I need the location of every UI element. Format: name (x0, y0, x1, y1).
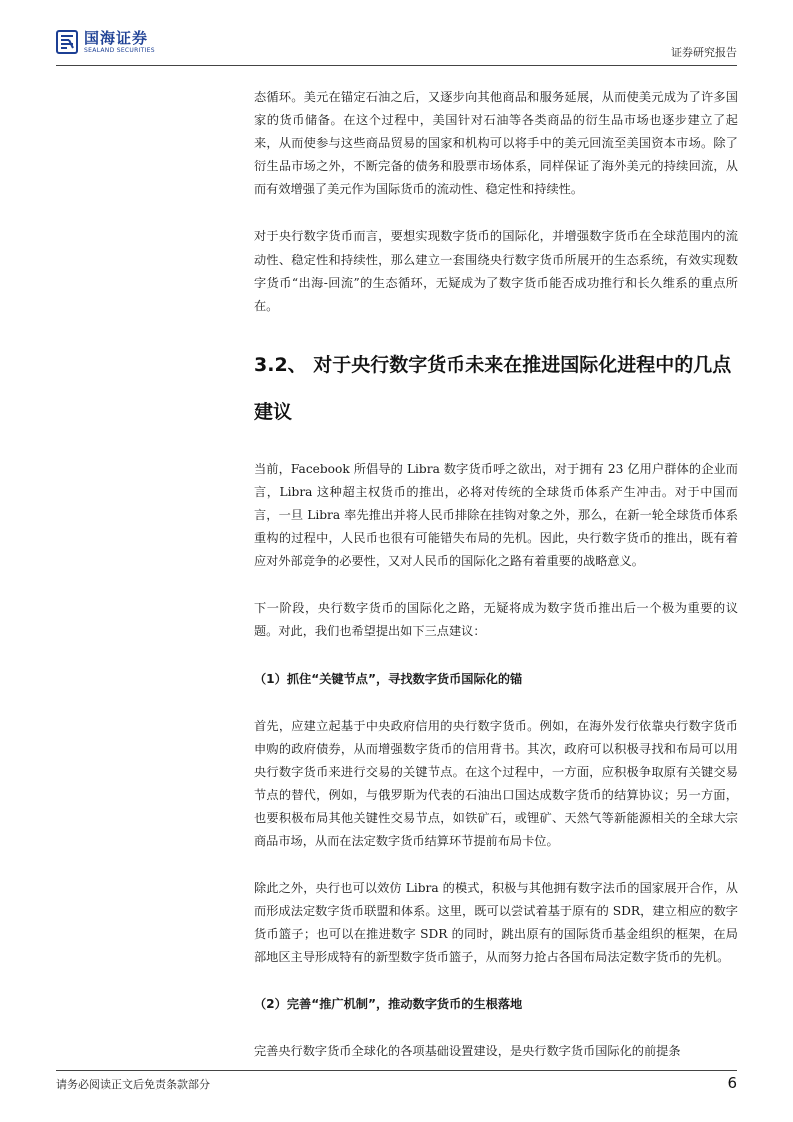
paragraph: 完善央行数字货币全球化的各项基础设置建设，是央行数字货币国际化的前提条 (254, 1044, 681, 1059)
paragraph: 态循环。美元在锚定石油之后，又逐步向其他商品和服务延展，从而使美元成为了许多国家的货币储备。在这个过程中，美国针对石油等各类商品的衍生品市场也逐步建立了起来，从而使参与这些商品贸易的国家和机构可以将手中的美元回流至美国资本市场。除了衍生品市场之外，不断完备的债务和股票市场体系，同样保证了海外美元的持续回流，从而有效增强了美元作为国际货币的流动性、稳定性和持续性。 (254, 90, 738, 197)
paragraph: 对于央行数字货币而言，要想实现数字货币的国际化，并增强数字货币在全球范围内的流动性、稳定性和持续性，那么建立一套围绕央行数字货币所展开的生态系统，有效实现数字货币“出海-回流”的生态循环，无疑成为了数字货币能否成功推行和长久维系的重点所在。 (254, 229, 738, 313)
disclaimer-note: 请务必阅读正文后免责条款部分 (56, 1078, 210, 1091)
paragraph: 下一阶段，央行数字货币的国际化之路，无疑将成为数字货币推出后一个极为重要的议题。对此，我们也希望提出如下三点建议： (254, 601, 738, 639)
company-logo (56, 30, 155, 54)
paragraph: 首先，应建立起基于中央政府信用的央行数字货币。例如，在海外发行依靠央行数字货币申购的政府债券，从而增强数字货币的信用背书。其次，政府可以积极寻找和布局可以用央行数字货币来进行交易的关键节点。在这个过程中，一方面，应积极争取原有关键交易节点的替代，例如，与俄罗斯为代表的石油出口国达成数字货币的结算协议；另一方面，也要积极布局其他关键性交易节点，如铁矿石，或锂矿、天然气等新能源相关的全球大宗商品市场，从而在法定数字货币结算环节提前布局卡位。 (254, 718, 738, 848)
paragraph: 当前，Facebook 所倡导的 Libra 数字货币呼之欲出，对于拥有 23 亿用户群体的企业而言，Libra 这种超主权货币的推出，必将对传统的全球货币体系产生冲击。对于中国而言，一旦 Libra 率先推出并将人民币排除在挂钩对象之外，那么，在新一轮全球货币体系重构的过程中，人民币也很有可能错失布局的先机。因此，央行数字货币的推出，既有着应对外部竞争的必要性，又对人民币的国际化之路有着重要的战略意义。 (254, 461, 738, 569)
section-heading: 3.2、 对于央行数字货币未来在推进国际化进程中的几点建议 (254, 353, 732, 423)
page-header (56, 30, 737, 64)
subsection-heading: （2）完善“推广机制”，推动数字货币的生根落地 (254, 997, 523, 1012)
report-type-label: 证券研究报告 (671, 46, 737, 59)
page-number: 6 (727, 1074, 737, 1092)
paragraph: 除此之外，央行也可以效仿 Libra 的模式，积极与其他拥有数字法币的国家展开合作，从而形成法定数字货币联盟和体系。这里，既可以尝试着基于原有的 SDR，建立相应的数字货币篮子；也可以在推进数字 SDR 的同时，跳出原有的国际货币基金组织的框架，在局部地区主导形成特有的新型数字货币篮子，从而努力抢占各国布局法定数字货币的先机。 (254, 881, 738, 965)
footer-divider (56, 1070, 737, 1071)
header-divider (56, 65, 737, 66)
subsection-heading: （1）抓住“关键节点”，寻找数字货币国际化的锚 (254, 671, 523, 686)
logo-name-cn: 国海证券 (84, 28, 149, 47)
logo-icon (56, 30, 78, 54)
logo-name-en: SEALAND SECURITIES (84, 46, 155, 54)
main-content (254, 86, 738, 1088)
